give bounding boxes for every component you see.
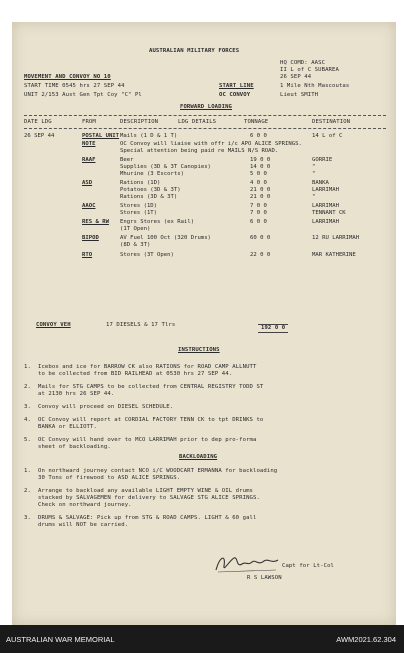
list-item-text: to be collected from BID RAILHEAD at 0530 hrs 27 SEP 44. — [38, 371, 233, 377]
list-item-text: drums will NOT be carried. — [38, 522, 129, 528]
list-item-text: Mails for STG CAMPS to be collected from CENTRAL REGISTRY TODD ST — [38, 384, 264, 390]
hq-line-2: II L of C SUBAREA — [280, 67, 339, 73]
table-cell-from: RES & RW — [82, 219, 109, 225]
table-cell-ton: 5 0 0 — [250, 171, 267, 177]
list-item-number: 4. — [24, 417, 31, 423]
list-item-text: OC Convoy will hand over to MCO LARRIMAH prior to dep pro-forma — [38, 437, 257, 443]
table-cell-ton: 21 0 0 — [250, 187, 271, 193]
table-cell-desc: (8D & 3T) — [120, 242, 151, 248]
table-cell-desc: Mails (1 D & 1 T) — [120, 133, 178, 139]
table-cell-dest: LARRIMAH — [312, 203, 339, 209]
oc-convoy-value: Lieut SMITH — [280, 92, 319, 98]
table-top-rule — [24, 115, 386, 116]
list-item-number: 2. — [24, 488, 31, 494]
oc-convoy-label: OC CONVOY — [219, 92, 251, 98]
col-ldg-details: LDG DETAILS — [178, 119, 217, 125]
table-cell-desc: Mhurine (3 Escorts) — [120, 171, 184, 177]
table-cell-dest: 14 L of C — [312, 133, 343, 139]
table-cell-ton: 7 0 0 — [250, 203, 267, 209]
list-item-text: OC Convoy will report at CORDIAL FACTORY TENN CK to tpt DRINKS to — [38, 417, 264, 423]
unit-line: UNIT 2/153 Aust Gen Tpt Coy "C" Pl — [24, 92, 142, 98]
table-cell-ton: 7 0 0 — [250, 210, 267, 216]
list-item-text: Icebox and ice for BARROW CK also RATIONS for ROAD CAMP ALLNUTT — [38, 364, 257, 370]
list-item-number: 2. — [24, 384, 31, 390]
col-date: DATE LDG — [24, 119, 52, 125]
hq-line-3: 26 SEP 44 — [280, 74, 312, 80]
list-item-number: 5. — [24, 437, 31, 443]
signature-mark — [212, 552, 282, 574]
list-item-text: On northward journey contact NCO i/C WOODCART ERMANNA for backloading — [38, 468, 278, 474]
footer-bar — [0, 625, 404, 653]
table-cell-dest: " — [312, 171, 316, 177]
start-line-label: START LINE — [219, 83, 254, 89]
table-cell-ton: 22 0 0 — [250, 252, 271, 258]
table-cell-from: RTO — [82, 252, 93, 258]
col-tonnage: TONNAGE — [244, 119, 269, 125]
table-cell-desc: Special attention being paid re MAILS N/S ROAD. — [120, 148, 279, 154]
table-cell-desc: AV Fuel 100 Oct (320 Drums) — [120, 235, 211, 241]
col-description: DESCRIPTION — [120, 119, 159, 125]
table-cell-ton: 6 0 0 — [250, 219, 267, 225]
list-item-number: 1. — [24, 468, 31, 474]
convoy-veh-label: CONVOY VEH — [36, 322, 71, 328]
convoy-veh-value: 17 DIESELS & 17 Tlrs — [106, 322, 176, 328]
total-tonnage: 192 0 0 — [258, 324, 288, 333]
start-line-value: 1 Mile Nth Mascoutas — [280, 83, 350, 89]
table-cell-desc: Potatoes (3D & 3T) — [120, 187, 181, 193]
table-cell-dest: TENNANT CK — [312, 210, 346, 216]
table-cell-from: ASD — [82, 180, 93, 186]
signature-rank: Capt for Lt-Col — [282, 563, 335, 569]
table-cell-from: BIPOD — [82, 235, 99, 241]
list-item-text: DRUMS & SALVAGE: Pick up from STG & ROAD CAMPS. LIGHT & 60 gall — [38, 515, 257, 521]
table-cell-dest: " — [312, 164, 316, 170]
table-cell-ton: 6 0 0 — [250, 133, 267, 139]
list-item-text: stacked by SALVAGEMEN for delivery to SALVAGE STG ALICE SPRINGS. — [38, 495, 260, 501]
list-item-number: 3. — [24, 515, 31, 521]
list-item-text: at 2130 hrs 26 SEP 44. — [38, 391, 115, 397]
table-cell-desc: Rations (1D) — [120, 180, 161, 186]
org-title: AUSTRALIAN MILITARY FORCES — [149, 48, 240, 54]
table-cell-desc: Rations (3D & 3T) — [120, 194, 178, 200]
table-cell-desc: OC Convoy will liaise with offr i/c APO ALICE SPRINGS. — [120, 141, 302, 147]
list-item-text: 30 Tons of firewood to ASD ALICE SPRINGS. — [38, 475, 181, 481]
table-cell-ton: 60 0 0 — [250, 235, 271, 241]
table-cell-dest: " — [312, 194, 316, 200]
table-cell-from: POSTAL UNIT — [82, 133, 120, 139]
table-cell-desc: Stores (1T) — [120, 210, 158, 216]
list-item-text: sheet of backloading. — [38, 444, 111, 450]
start-time: START TIME 0545 hrs 27 SEP 44 — [24, 83, 125, 89]
col-destination: DESTINATION — [312, 119, 351, 125]
list-item-number: 3. — [24, 404, 31, 410]
table-cell-from: RAAF — [82, 157, 96, 163]
list-item-text: BANKA or ELLIOTT. — [38, 424, 97, 430]
backloading-title: BACKLOADING — [179, 454, 218, 460]
table-cell-desc: Beer — [120, 157, 134, 163]
list-item-number: 1. — [24, 364, 31, 370]
table-cell-desc: Engrs Stores (ex Rail) — [120, 219, 195, 225]
table-cell-ton: 21 0 0 — [250, 194, 271, 200]
signature-name: R S LAWSON — [247, 575, 282, 581]
table-cell-date: 26 SEP 44 — [24, 133, 55, 139]
footer-institution: AUSTRALIAN WAR MEMORIAL — [6, 635, 115, 644]
table-cell-dest: LARRIMAH — [312, 187, 339, 193]
table-cell-desc: (1T Open) — [120, 226, 151, 232]
table-cell-dest: 12 RU LARRIMAH — [312, 235, 360, 241]
col-from: FROM — [82, 119, 96, 125]
document-sheet — [12, 22, 396, 625]
footer-accession: AWM2021.62.304 — [336, 635, 396, 644]
table-cell-ton: 14 0 0 — [250, 164, 271, 170]
table-cell-desc: Supplies (3D & 3T Canopies) — [120, 164, 211, 170]
table-cell-dest: BANKA — [312, 180, 329, 186]
table-cell-from: NOTE — [82, 141, 96, 147]
table-cell-desc: Stores (3T Open) — [120, 252, 174, 258]
instructions-title: INSTRUCTIONS — [178, 347, 220, 353]
hq-line-1: HQ COMD: AASC — [280, 60, 326, 66]
table-cell-desc: Stores (1D) — [120, 203, 158, 209]
table-cell-dest: MAR KATHERINE — [312, 252, 356, 258]
table-cell-ton: 4 0 0 — [250, 180, 267, 186]
table-cell-dest: LARRIMAH — [312, 219, 339, 225]
table-header-rule — [24, 128, 386, 129]
list-item-text: Convoy will proceed on DIESEL SCHEDULE. — [38, 404, 174, 410]
movement-title: MOVEMENT AND CONVOY NO 10 — [24, 74, 111, 80]
table-cell-ton: 19 0 0 — [250, 157, 271, 163]
forward-loading-title: FORWARD LOADING — [180, 104, 233, 110]
table-cell-dest: GORRIE — [312, 157, 333, 163]
table-cell-from: AAOC — [82, 203, 96, 209]
list-item-text: Check on northward journey. — [38, 502, 132, 508]
list-item-text: Arrange to backload any available LIGHT EMPTY WINE & OIL drums — [38, 488, 253, 494]
